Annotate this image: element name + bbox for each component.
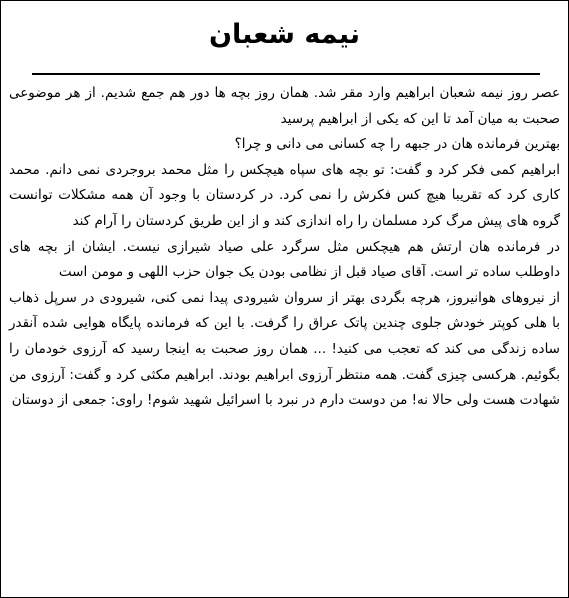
paragraph-question: بهترین فرمانده هان در جبهه را چه کسانی می دانی و چرا؟ — [234, 136, 560, 153]
paragraph-shiroudi: از نیروهای هوانیروز، هرچه بگردی بهتر از سروان شیرودی پیدا نمی کنی، شیرودی در سرپل ذهاب با هلی کوپتر خودش جلوی چندین پاتک عراق را گرفت. با این که فرمانده پایگاه هوایی شده آنقدر ساده زندگی می کند که تعجب می کنید! ... همان روز صحبت به اینجا رسید که آرزوی خودمان را بگوئیم. هرکسی چیزی گفت. همه منتظر آرزوی ابراهیم بودند. ابراهیم مکثی کرد و گفت: آرزوی من شهادت هست ولی حالا نه! من دوست دارم در نبرد با اسرائیل شهید شوم! راوی: جمعی از دوستان — [9, 289, 560, 409]
page-title: نیمه شعبان — [208, 19, 361, 50]
paragraph-sayad-shirazi: در فرمانده هان ارتش هم هیچکس مثل سرگرد علی صیاد شیرازی نیست. ایشان از بچه های داوطلب ساده تر است. آقای صیاد قبل از نظامی بودن یک جوان حزب اللهی و مومن است — [9, 238, 560, 281]
title-divider — [32, 73, 540, 75]
paragraph-boroujerdi: ابراهیم کمی فکر کرد و گفت: تو بچه های سپاه هیچکس را مثل محمد بروجردی نمی دانم. محمد کاری کرد که تقریبا هیچ کس فکرش را نمی کرد. در کردستان با وجود آن همه مشکلات توانست گروه های پیش مرگ کرد مسلمان را راه اندازی کند و از این طریق کردستان را آرام کند — [9, 161, 560, 229]
paragraph-intro: عصر روز نیمه شعبان ابراهیم وارد مقر شد. همان روز بچه ها دور هم جمع شدیم. از هر موضوعی صحبت به میان آمد تا این که یکی از ابراهیم پرسید — [9, 85, 560, 127]
article-body — [9, 81, 560, 414]
